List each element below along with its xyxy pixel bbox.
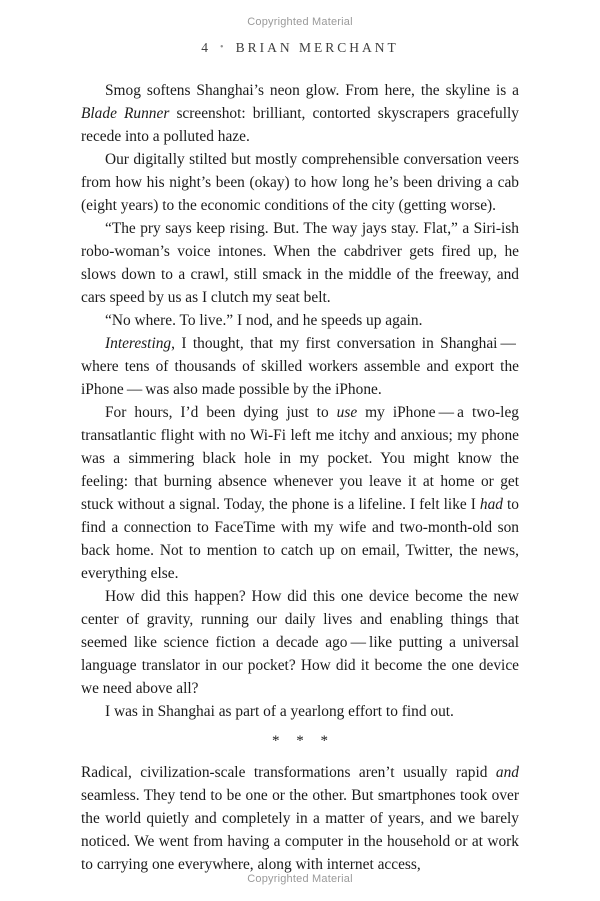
copyright-notice-bottom: Copyrighted Material [247,873,353,885]
italic-text-run: Interesting [105,335,172,352]
body-text [81,79,519,876]
text-run: , I thought, that my first conversation in Shanghai — where tens of thousands of skilled workers assemble and export the iPhone — was also made possible by the iPhone. [81,335,519,398]
paragraph-8 [81,700,519,723]
text-run: screenshot: brilliant, contorted skyscrapers gracefully recede into a polluted haze. [81,105,519,145]
italic-text-run: had [479,496,503,513]
text-run: Our digitally stilted but mostly comprehensible conversation veers from how his night’s been (okay) to how long he’s been driving a cab (eight years) to the economic conditions of the city (getting worse). [81,151,519,214]
page-header [0,40,600,56]
paragraph-5 [81,332,519,401]
text-run: seamless. They tend to be one or the other. But smartphones took over the world quietly and completely in a matter of years, and we barely noticed. We went from having a computer in the household or at work to carrying one everywhere, along with internet access, [81,787,519,873]
author-name: BRIAN MERCHANT [235,40,399,55]
text-run: “The pry says keep rising. But. The way jays stay. Flat,” a Siri-ish robo-woman’s voice intones. When the cabdriver gets fired up, he slows down to a crawl, still smack in the middle of the freeway, and cars speed by us as I clutch my seat belt. [81,220,519,306]
paragraph-3 [81,217,519,309]
header-separator-dot: • [220,42,227,53]
copyright-notice-top: Copyrighted Material [247,16,353,28]
text-run: to find a connection to FaceTime with my wife and two-month-old son back home. Not to mention to catch up on email, Twitter, the news, everything else. [81,496,519,582]
text-run: For hours, I’d been dying just to [105,404,337,421]
italic-text-run: Blade Runner [81,105,170,122]
italic-text-run: use [336,404,358,421]
paragraph-9 [81,761,519,876]
text-run: my iPhone — a two-leg transatlantic flight with no Wi-Fi left me itchy and anxious; my phone was a simmering black hole in my pocket. You might know the feeling: that burning absence whenever you leave it at home or get stuck without a signal. Today, the phone is a lifeline. I felt like I [81,404,519,513]
paragraph-6 [81,401,519,585]
italic-text-run: and [495,764,519,781]
text-run: Radical, civilization-scale transformations aren’t usually rapid [81,764,496,781]
paragraph-4 [81,309,519,332]
paragraph-7 [81,585,519,700]
section-break: * * * [272,733,328,749]
text-run: “No where. To live.” I nod, and he speeds up again. [105,312,423,329]
text-run: Smog softens Shanghai’s neon glow. From here, the skyline is a [105,82,519,99]
text-run: How did this happen? How did this one device become the new center of gravity, running our daily lives and enabling things that seemed like science fiction a decade ago — like putting a universal language translator in our pocket? How did it become the one device we need above all? [81,588,519,697]
page-number: 4 [201,40,212,55]
text-run: I was in Shanghai as part of a yearlong effort to find out. [105,703,454,720]
paragraph-1 [81,79,519,148]
paragraph-2 [81,148,519,217]
